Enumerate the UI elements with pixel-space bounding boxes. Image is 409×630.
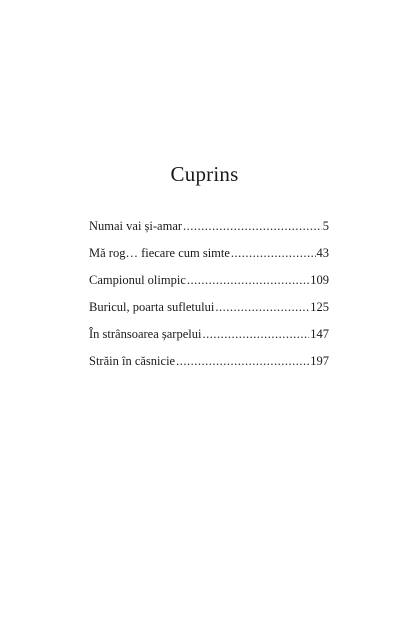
- toc-entry-title: Campionul olimpic: [89, 273, 186, 287]
- toc-entry: [89, 353, 329, 380]
- dot-leader: [176, 353, 309, 369]
- toc-entry-title: În strânsoarea șarpelui: [89, 327, 202, 341]
- toc-list: [89, 218, 329, 380]
- toc-entry-title: Buricul, poarta sufletului: [89, 300, 215, 314]
- toc-entry-title: Străin în căsnicie: [89, 354, 176, 368]
- toc-entry-page: 5: [322, 219, 329, 233]
- toc-entry: [89, 245, 329, 272]
- toc-entry: [89, 272, 329, 299]
- dot-leader: [202, 326, 309, 342]
- toc-entry-page: 109: [310, 273, 329, 287]
- dot-leader: [215, 299, 309, 315]
- dot-leader: [183, 218, 322, 234]
- dot-leader: [187, 272, 309, 288]
- toc-entry: [89, 299, 329, 326]
- toc-entry: [89, 326, 329, 353]
- toc-entry-page: 43: [316, 246, 329, 260]
- toc-entry: [89, 218, 329, 245]
- toc-entry-page: 125: [310, 300, 329, 314]
- dot-leader: [231, 245, 316, 261]
- toc-entry-title: Numai vai și-amar: [89, 219, 183, 233]
- toc-title: Cuprins: [170, 162, 239, 186]
- toc-entry-page: 147: [310, 327, 329, 341]
- toc-entry-page: 197: [310, 354, 329, 368]
- toc-entry-title: Mă rog… fiecare cum simte: [89, 246, 230, 260]
